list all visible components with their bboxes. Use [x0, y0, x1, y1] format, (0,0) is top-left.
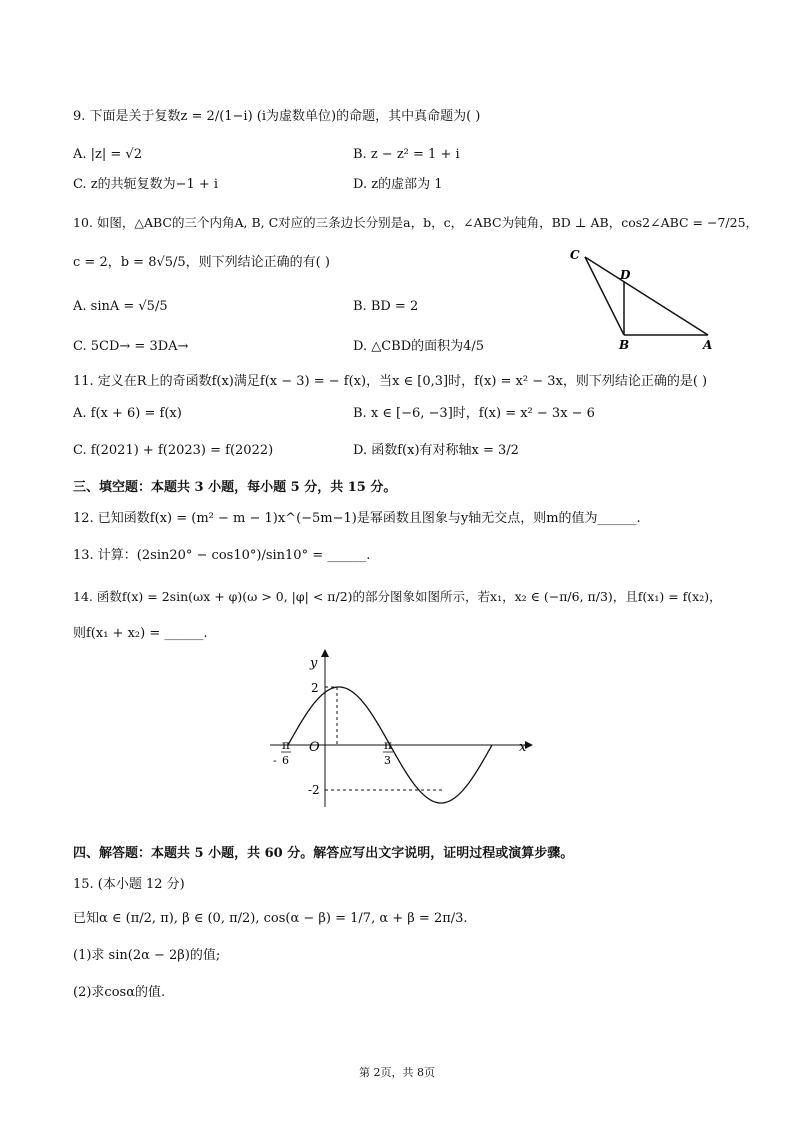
q10-stem-line2: c = 2，b = 8√5/5，则下列结论正确的有( ) [73, 255, 330, 270]
q11-option-a: A. f(x + 6) = f(x) [73, 406, 182, 421]
q15-given: 已知α ∈ (π/2, π), β ∈ (0, π/2), cos(α − β) = 1/7, α + β = 2π/3. [73, 911, 468, 926]
q15-part1: (1)求 sin(2α − 2β)的值; [73, 948, 221, 963]
q11-option-d: D. 函数f(x)有对称轴x = 3/2 [353, 443, 519, 458]
tick-pi3-num: π [384, 738, 392, 752]
q15-title: 15. (本小题 12 分) [73, 877, 185, 892]
tick-y-2: 2 [311, 681, 319, 695]
q10-option-d: D. △CBD的面积为4/5 [353, 339, 485, 354]
triangle-figure [560, 245, 720, 355]
section-4-heading: 四、解答题：本题共 5 小题，共 60 分。解答应写出文字说明，证明过程或演算步骤。 [73, 846, 574, 861]
segment-ca [585, 257, 708, 335]
y-axis-arrow [321, 649, 329, 657]
page-footer: 第 2页，共 8页 [359, 1066, 435, 1079]
tick-pi3-den: 3 [384, 754, 391, 767]
q10-option-c: C. 5CD→ = 3DA→ [73, 339, 189, 354]
label-a: A [703, 338, 713, 352]
origin-label: O [309, 740, 320, 755]
sine-graph [260, 645, 540, 815]
q12-text: 12. 已知函数f(x) = (m² − m − 1)x^(−5m−1)是幂函数且图象与y轴无交点，则m的值为______. [73, 511, 641, 526]
tick-neg-pi-num: π [282, 738, 290, 752]
tick-y-neg2: -2 [308, 783, 320, 797]
q9-option-c: C. z的共轭复数为−1 + i [73, 177, 219, 192]
q9-option-b: B. z − z² = 1 + i [353, 147, 460, 162]
q9-stem: 9. 下面是关于复数z = 2/(1−i) (i为虚数单位)的命题，其中真命题为( ) [73, 109, 481, 124]
q10-option-b: B. BD = 2 [353, 299, 419, 314]
q14-stem-line1: 14. 函数f(x) = 2sin(ωx + φ)(ω > 0, |φ| < π/2)的部分图象如图所示，若x₁，x₂ ∈ (−π/6, π/3)，且f(x₁) = f(x₂)， [73, 589, 722, 604]
label-c: C [570, 248, 580, 262]
q13-text: 13. 计算：(2sin20° − cos10°)/sin10° = ______. [73, 548, 371, 563]
label-d: D [620, 268, 631, 282]
tick-neg-pi-den: 6 [282, 754, 289, 767]
q14-stem-line2: 则f(x₁ + x₂) = ______. [73, 626, 208, 641]
q10-option-a: A. sinA = √5/5 [73, 299, 168, 314]
q11-option-b: B. x ∈ [−6, −3]时，f(x) = x² − 3x − 6 [353, 406, 595, 421]
q11-option-c: C. f(2021) + f(2023) = f(2022) [73, 443, 274, 458]
q9-option-a: A. |z| = √2 [73, 147, 142, 162]
x-axis-label: x [519, 740, 527, 755]
q10-stem-line1: 10. 如图，△ABC的三个内角A, B, C对应的三条边长分别是a，b，c，∠ABC为钝角，BD ⊥ AB，cos2∠ABC = −7/25， [73, 215, 759, 230]
q9-option-d: D. z的虚部为 1 [353, 177, 443, 192]
section-3-heading: 三、填空题：本题共 3 小题，每小题 5 分，共 15 分。 [73, 480, 397, 495]
y-axis-label: y [310, 656, 318, 671]
label-b: B [619, 338, 630, 352]
q11-stem: 11. 定义在R上的奇函数f(x)满足f(x − 3) = − f(x)，当x ∈ [0,3]时，f(x) = x² − 3x，则下列结论正确的是( ) [73, 374, 708, 389]
q15-part2: (2)求cosα的值. [73, 985, 166, 1000]
tick-neg-sign: - [273, 754, 277, 767]
